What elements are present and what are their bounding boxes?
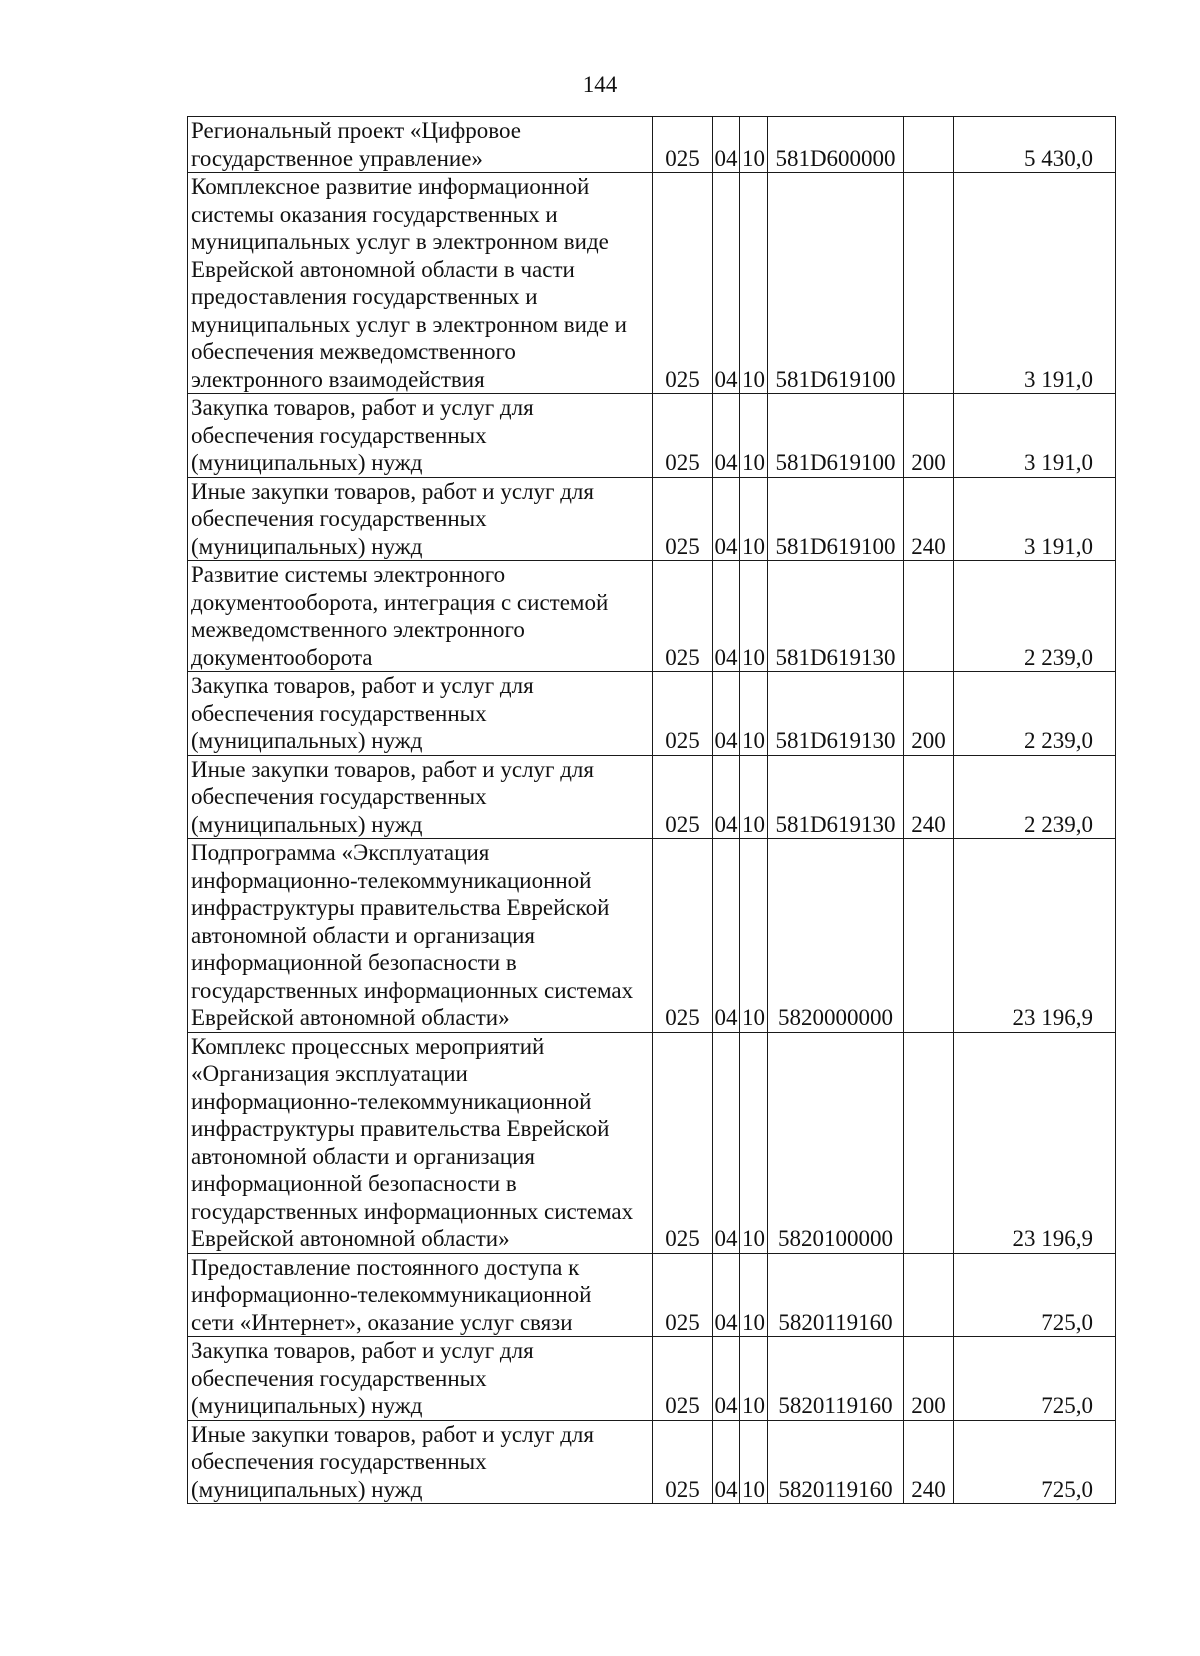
table-row (188, 1032, 1116, 1253)
item-name-line: муниципальных услуг в электронном виде и (191, 311, 627, 337)
table-row (188, 1253, 1116, 1337)
table-row (188, 755, 1116, 839)
budget-table (187, 116, 1116, 1504)
item-name-cell (188, 1420, 653, 1504)
item-name-line: Еврейской автономной области» (191, 1005, 510, 1030)
ved-cell: 025 (653, 672, 713, 756)
item-name-line: (муниципальных) нужд (191, 811, 423, 837)
rz-cell: 04 (713, 672, 740, 756)
ved-cell: 025 (653, 1032, 713, 1253)
item-name-line: документооборота, интеграция с системой (191, 589, 609, 615)
pr-cell: 10 (740, 173, 768, 394)
item-name-line: Еврейской автономной области» (191, 1226, 510, 1251)
item-name-line: Развитие системы электронного (191, 562, 506, 587)
budget-table-body (188, 117, 1116, 1504)
amount-cell: 23 196,9 (954, 839, 1116, 1033)
item-name-line: Иные закупки товаров, работ и услуг для (191, 478, 594, 504)
amount-cell: 725,0 (954, 1420, 1116, 1504)
item-name-line: обеспечения государственных (191, 1365, 487, 1391)
amount-cell: 2 239,0 (954, 755, 1116, 839)
ved-cell: 025 (653, 117, 713, 173)
vr-cell: 240 (904, 755, 954, 839)
vr-cell: 240 (904, 1420, 954, 1504)
amount-cell: 23 196,9 (954, 1032, 1116, 1253)
item-name-line: межведомственного электронного (191, 617, 525, 642)
table-row (188, 672, 1116, 756)
pr-cell: 10 (740, 477, 768, 561)
csr-cell: 5820000000 (768, 839, 904, 1033)
vr-cell (904, 173, 954, 394)
csr-cell: 5820100000 (768, 1032, 904, 1253)
csr-cell: 581D619130 (768, 561, 904, 672)
pr-cell: 10 (740, 839, 768, 1033)
ved-cell: 025 (653, 1420, 713, 1504)
item-name-cell (188, 477, 653, 561)
pr-cell: 10 (740, 1420, 768, 1504)
amount-cell: 3 191,0 (954, 477, 1116, 561)
item-name-line: инфраструктуры правительства Еврейской (191, 1116, 610, 1141)
vr-cell: 200 (904, 672, 954, 756)
item-name-line: обеспечения межведомственного (191, 339, 516, 364)
pr-cell: 10 (740, 1032, 768, 1253)
page-number: 144 (582, 72, 618, 97)
amount-cell: 2 239,0 (954, 561, 1116, 672)
amount-cell: 3 191,0 (954, 394, 1116, 478)
item-name-line: (муниципальных) нужд (191, 728, 423, 753)
rz-cell: 04 (713, 1253, 740, 1337)
csr-cell: 581D619100 (768, 394, 904, 478)
item-name-line: информационной безопасности в (191, 950, 517, 975)
amount-cell: 5 430,0 (954, 117, 1116, 173)
item-name-cell (188, 1253, 653, 1337)
csr-cell: 581D619130 (768, 672, 904, 756)
item-name-cell (188, 561, 653, 672)
item-name-line: информационно-телекоммуникационной (191, 867, 592, 893)
pr-cell: 10 (740, 561, 768, 672)
ved-cell: 025 (653, 1253, 713, 1337)
vr-cell: 200 (904, 394, 954, 478)
item-name-line: инфраструктуры правительства Еврейской (191, 895, 610, 920)
item-name-line: государственных информационных системах (191, 977, 634, 1003)
item-name-line: предоставления государственных и (191, 284, 538, 309)
csr-cell: 581D619100 (768, 173, 904, 394)
ved-cell: 025 (653, 1337, 713, 1421)
csr-cell: 581D600000 (768, 117, 904, 173)
pr-cell: 10 (740, 1337, 768, 1421)
rz-cell: 04 (713, 839, 740, 1033)
item-name-cell (188, 1032, 653, 1253)
csr-cell: 5820119160 (768, 1253, 904, 1337)
amount-cell: 2 239,0 (954, 672, 1116, 756)
item-name-line: информационно-телекоммуникационной (191, 1088, 592, 1114)
rz-cell: 04 (713, 1337, 740, 1421)
item-name-cell (188, 117, 653, 173)
item-name-line: электронного взаимодействия (191, 366, 485, 392)
item-name-cell (188, 394, 653, 478)
item-name-cell (188, 755, 653, 839)
pr-cell: 10 (740, 1253, 768, 1337)
item-name-cell (188, 672, 653, 756)
table-row (188, 1420, 1116, 1504)
item-name-line: Подпрограмма «Эксплуатация (191, 840, 490, 865)
rz-cell: 04 (713, 1420, 740, 1504)
table-row (188, 477, 1116, 561)
pr-cell: 10 (740, 117, 768, 173)
vr-cell (904, 839, 954, 1033)
rz-cell: 04 (713, 755, 740, 839)
rz-cell: 04 (713, 394, 740, 478)
item-name-cell (188, 1337, 653, 1421)
rz-cell: 04 (713, 477, 740, 561)
rz-cell: 04 (713, 561, 740, 672)
item-name-line: Комплексное развитие информационной (191, 174, 590, 199)
vr-cell: 200 (904, 1337, 954, 1421)
pr-cell: 10 (740, 394, 768, 478)
item-name-cell (188, 173, 653, 394)
item-name-line: обеспечения государственных (191, 700, 487, 726)
item-name-line: Комплекс процессных мероприятий (191, 1033, 545, 1059)
vr-cell (904, 1253, 954, 1337)
item-name-line: обеспечения государственных (191, 422, 487, 448)
csr-cell: 581D619100 (768, 477, 904, 561)
item-name-line: Иные закупки товаров, работ и услуг для (191, 756, 594, 782)
ved-cell: 025 (653, 839, 713, 1033)
item-name-line: (муниципальных) нужд (191, 533, 423, 559)
ved-cell: 025 (653, 394, 713, 478)
item-name-line: государственное управление» (191, 145, 483, 171)
table-row (188, 394, 1116, 478)
item-name-line: (муниципальных) нужд (191, 1393, 423, 1418)
item-name-line: (муниципальных) нужд (191, 1476, 423, 1502)
vr-cell: 240 (904, 477, 954, 561)
table-row (188, 117, 1116, 173)
table-row (188, 561, 1116, 672)
item-name-line: «Организация эксплуатации (191, 1061, 468, 1086)
vr-cell (904, 1032, 954, 1253)
ved-cell: 025 (653, 755, 713, 839)
item-name-line: автономной области и организация (191, 1143, 535, 1169)
item-name-cell (188, 839, 653, 1033)
vr-cell (904, 561, 954, 672)
table-row (188, 839, 1116, 1033)
item-name-line: муниципальных услуг в электронном виде (191, 229, 609, 254)
amount-cell: 725,0 (954, 1253, 1116, 1337)
item-name-line: обеспечения государственных (191, 784, 487, 809)
item-name-line: Закупка товаров, работ и услуг для (191, 395, 534, 420)
item-name-line: документооборота (191, 644, 373, 670)
item-name-line: Предоставление постоянного доступа к (191, 1254, 580, 1280)
item-name-line: Иные закупки товаров, работ и услуг для (191, 1421, 594, 1447)
csr-cell: 581D619130 (768, 755, 904, 839)
item-name-line: информационной безопасности в (191, 1171, 517, 1196)
rz-cell: 04 (713, 173, 740, 394)
amount-cell: 3 191,0 (954, 173, 1116, 394)
table-row (188, 1337, 1116, 1421)
item-name-line: Региональный проект «Цифровое (191, 118, 521, 143)
item-name-line: Закупка товаров, работ и услуг для (191, 673, 534, 698)
item-name-line: автономной области и организация (191, 922, 535, 948)
pr-cell: 10 (740, 672, 768, 756)
ved-cell: 025 (653, 561, 713, 672)
amount-cell: 725,0 (954, 1337, 1116, 1421)
item-name-line: сети «Интернет», оказание услуг связи (191, 1309, 573, 1335)
item-name-line: обеспечения государственных (191, 506, 487, 531)
vr-cell (904, 117, 954, 173)
item-name-line: (муниципальных) нужд (191, 450, 423, 475)
table-row (188, 173, 1116, 394)
item-name-line: Еврейской автономной области в части (191, 256, 575, 282)
rz-cell: 04 (713, 1032, 740, 1253)
ved-cell: 025 (653, 173, 713, 394)
item-name-line: Закупка товаров, работ и услуг для (191, 1338, 534, 1363)
pr-cell: 10 (740, 755, 768, 839)
item-name-line: государственных информационных системах (191, 1198, 634, 1224)
item-name-line: обеспечения государственных (191, 1449, 487, 1474)
csr-cell: 5820119160 (768, 1420, 904, 1504)
item-name-line: информационно-телекоммуникационной (191, 1282, 592, 1307)
rz-cell: 04 (713, 117, 740, 173)
item-name-line: системы оказания государственных и (191, 201, 558, 227)
csr-cell: 5820119160 (768, 1337, 904, 1421)
ved-cell: 025 (653, 477, 713, 561)
